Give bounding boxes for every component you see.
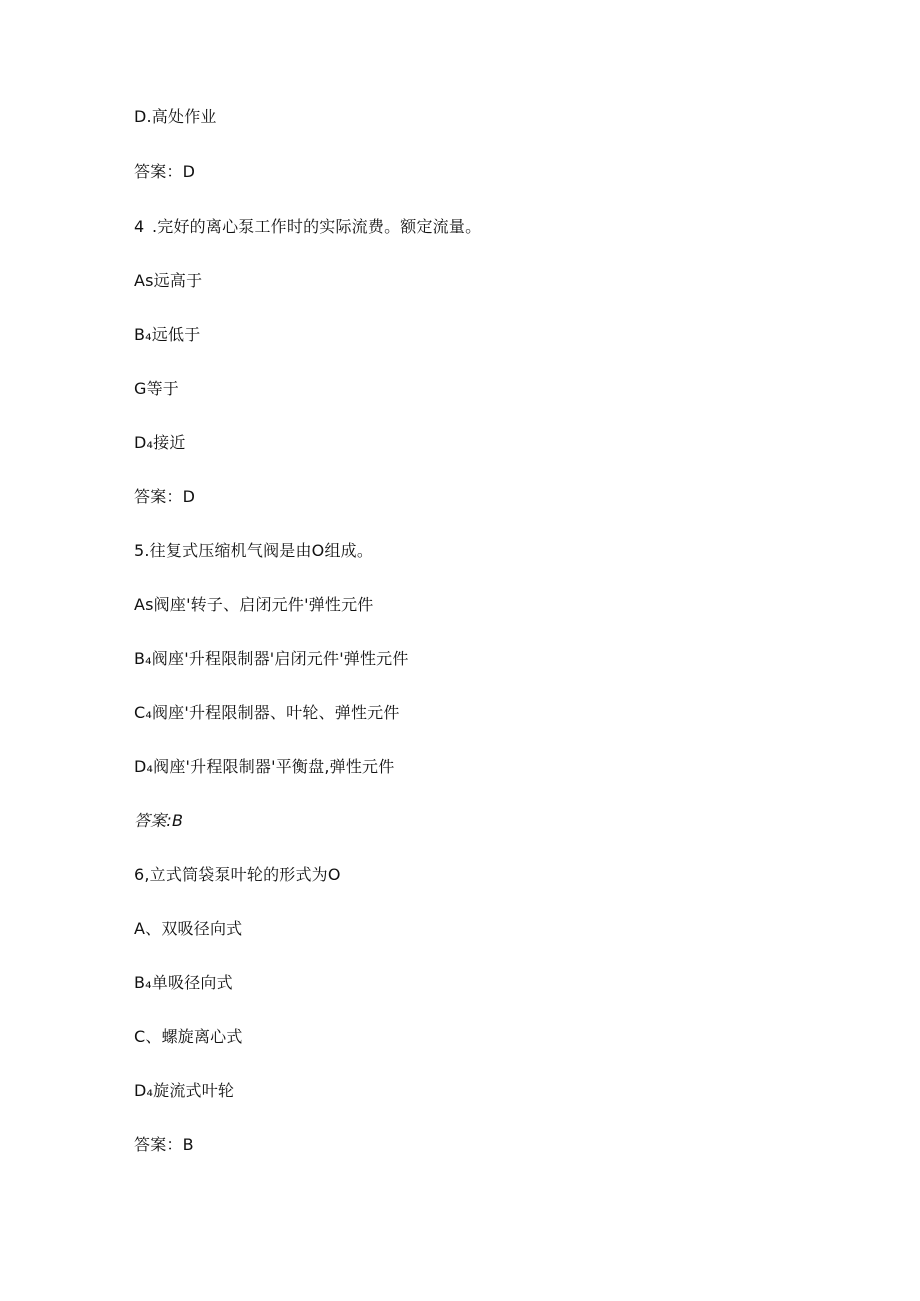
answer-q3: 答案：D	[134, 162, 196, 181]
option-d-q5: D₄阀座'升程限制器'平衡盘,弹性元件	[134, 757, 395, 776]
answer-q5: 答案:B	[134, 811, 184, 830]
option-d-q6: D₄旋流式叶轮	[134, 1081, 235, 1100]
answer-q4: 答案：D	[134, 487, 196, 506]
question-6: 6,立式筒袋泵叶轮的形式为O	[134, 865, 341, 884]
option-b-q6: B₄单吸径向式	[134, 973, 233, 992]
option-a-q6: A、双吸径向式	[134, 919, 243, 938]
question-text: .完好的离心泵工作时的实际流费。额定流量。	[152, 217, 482, 236]
question-4	[134, 216, 481, 238]
option-a-q4: As远高于	[134, 271, 203, 290]
option-c-q5: C₄阀座'升程限制器、叶轮、弹性元件	[134, 703, 400, 722]
option-b-q5: B₄阀座'升程限制器'启闭元件'弹性元件	[134, 649, 409, 668]
option-c-q6: C、螺旋离心式	[134, 1027, 243, 1046]
option-a-q5: As阀座'转子、启闭元件'弹性元件	[134, 595, 374, 614]
question-number: 4	[134, 217, 145, 236]
option-d-q3: D.高处作业	[134, 107, 217, 126]
option-b-q4: B₄远低于	[134, 325, 201, 344]
question-5: 5.往复式压缩机气阀是由O组成。	[134, 541, 374, 560]
option-c-q4: G等于	[134, 379, 179, 398]
answer-q6: 答案：B	[134, 1135, 194, 1154]
option-d-q4: D₄接近	[134, 433, 186, 452]
